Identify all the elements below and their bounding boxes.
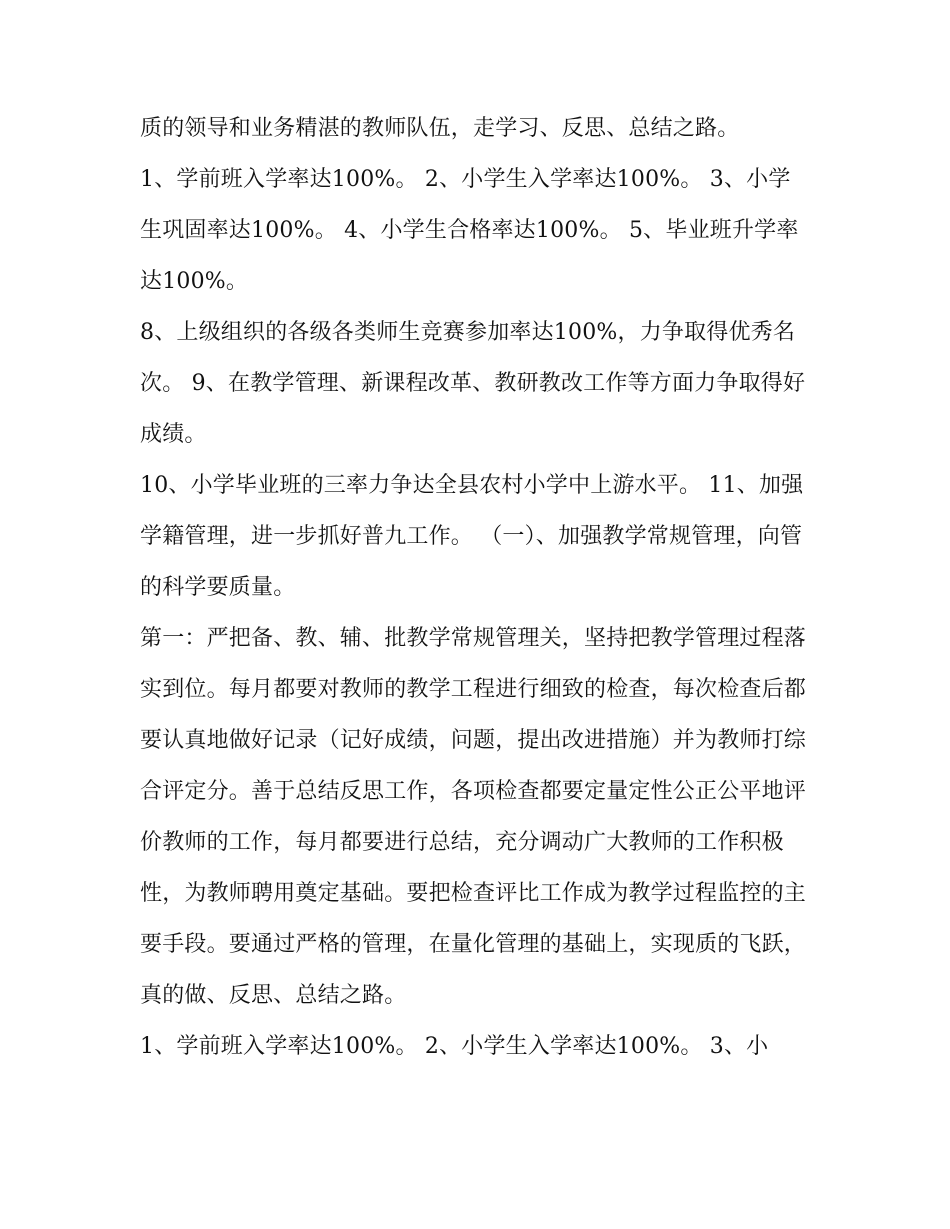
paragraph-graduation-targets: 10、小学毕业班的三率力争达全县农村小学中上游水平。 11、加强学籍管理，进一步抓好普九工作。 （一）、加强教学常规管理，向管的科学要质量。 [140, 473, 804, 600]
paragraph-competition-targets: 8、上级组织的各级各类师生竞赛参加率达100%，力争取得优秀名次。 9、在教学管理、新课程改革、教研教改工作等方面力争取得好成绩。 [140, 320, 806, 447]
paragraph-teaching-management: 第一：严把备、教、辅、批教学常规管理关，坚持把教学管理过程落实到位。每月都要对教师的教学工程进行细致的检查，每次检查后都要认真地做好记录（记好成绩，问题，提出改进措施）并为教师打综合评定分。善于总结反思工作，各项检查都要定量定性公正公平地评价教师的工作，每月都要进行总结，充分调动广大教师的工作积极性，为教师聘用奠定基础。要把检查评比工作成为教学过程监控的主要手段。要通过严格的管理，在量化管理的基础上，实现质的飞跃，真的做、反思、总结之路。 [140, 626, 807, 1008]
paragraph-enrollment-targets: 1、学前班入学率达100%。 2、小学生入学率达100%。 3、小学生巩固率达100%。 4、小学生合格率达100%。 5、毕业班升学率达100%。 [140, 167, 799, 294]
paragraph-enrollment-targets-repeat: 1、学前班入学率达100%。 2、小学生入学率达100%。 3、小 [140, 1034, 769, 1059]
document-body [140, 103, 812, 1072]
paragraph-teacher-team: 质的领导和业务精湛的教师队伍，走学习、反思、总结之路。 [140, 116, 740, 141]
